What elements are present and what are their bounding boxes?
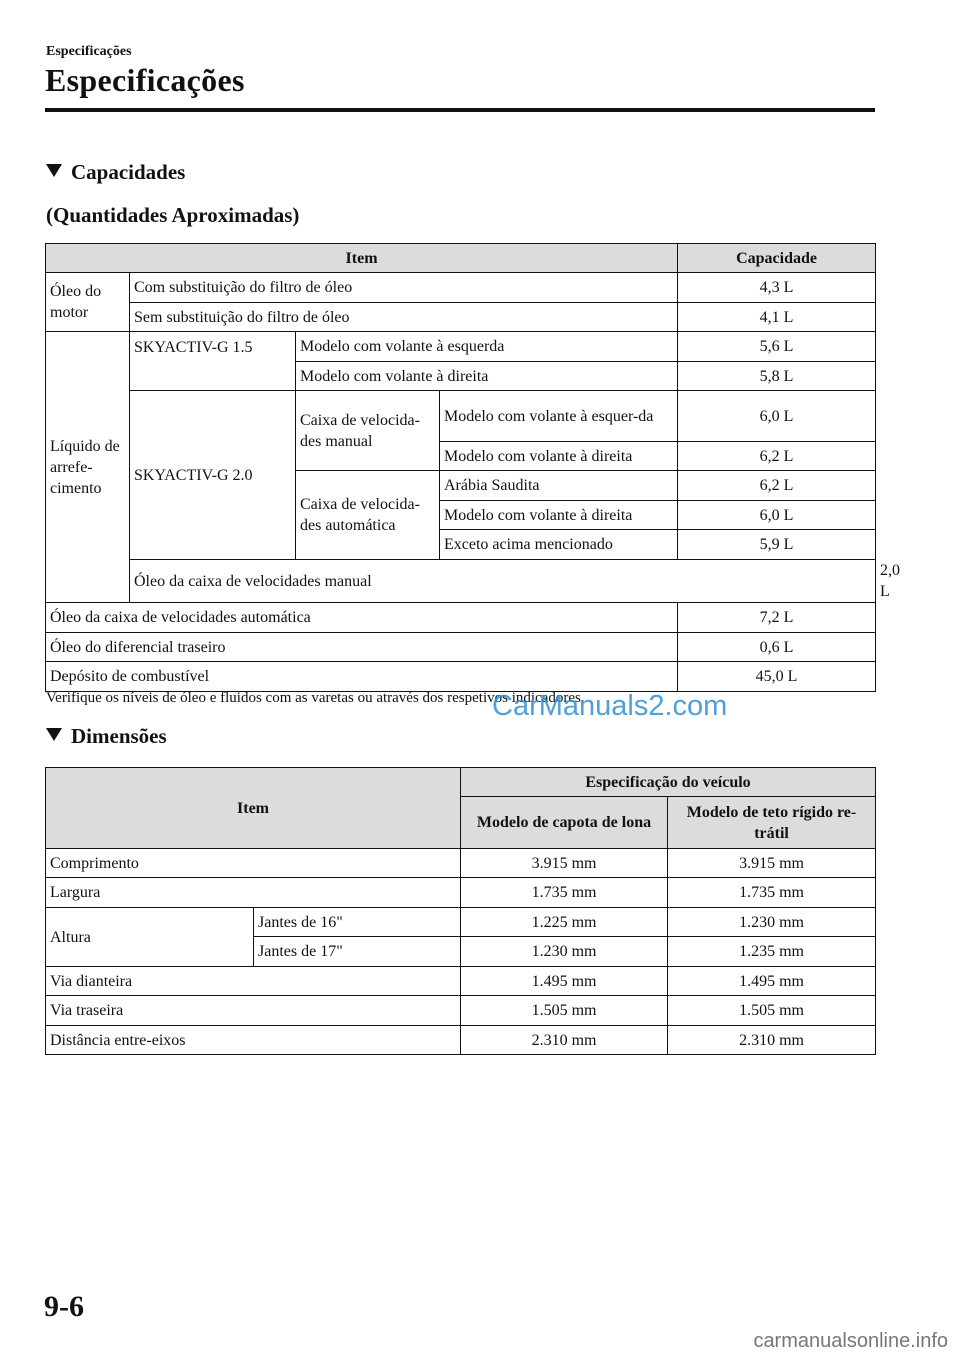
manual-left-label: Modelo com volante à esquer-da xyxy=(440,391,678,442)
table-row xyxy=(46,273,876,303)
g20-label: SKYACTIV-G 2.0 xyxy=(130,391,296,560)
title-rule xyxy=(45,108,875,112)
without-filter-value: 4,1 L xyxy=(678,303,876,332)
footer-site-text: carmanualsonline.info xyxy=(753,1330,948,1352)
table-row xyxy=(46,303,876,332)
table-row xyxy=(46,391,876,442)
col-header-spec: Especificação do veículo xyxy=(461,768,876,797)
auto-saudi-value: 6,2 L xyxy=(678,471,876,501)
soft-value: 1.225 mm xyxy=(461,908,668,937)
oil-check-note: Verifique os níveis de óleo e fluidos com as varetas ou através dos respetivos indicadores. xyxy=(46,690,585,706)
row-label: Distância entre-eixos xyxy=(46,1026,461,1055)
with-filter-label: Com substituição do filtro de óleo xyxy=(130,273,678,303)
soft-value: 1.505 mm xyxy=(461,996,668,1026)
fuel-label: Depósito de combustível xyxy=(46,662,678,692)
watermark-text: CarManuals2.com xyxy=(492,690,728,722)
table-header-row xyxy=(46,244,876,273)
hard-value: 1.235 mm xyxy=(668,937,876,967)
hard-value: 1.505 mm xyxy=(668,996,876,1026)
without-filter-label: Sem substituição do filtro de óleo xyxy=(130,303,678,332)
dimensions-table xyxy=(45,767,876,1055)
row-label: Largura xyxy=(46,878,461,908)
table-row xyxy=(46,633,876,662)
soft-value: 2.310 mm xyxy=(461,1026,668,1055)
auto-other-label: Exceto acima mencionado xyxy=(440,530,678,560)
running-head: Especificações xyxy=(46,44,132,59)
row-label: Comprimento xyxy=(46,849,461,878)
hard-value: 3.915 mm xyxy=(668,849,876,878)
diff-oil-label: Óleo do diferencial traseiro xyxy=(46,633,678,662)
col-header-item: Item xyxy=(46,768,461,849)
g15-label: SKYACTIV-G 1.5 xyxy=(130,332,296,391)
g15-right-value: 5,8 L xyxy=(678,362,876,391)
soft-value: 1.230 mm xyxy=(461,937,668,967)
page-number: 9-6 xyxy=(44,1290,84,1323)
with-filter-value: 4,3 L xyxy=(678,273,876,303)
table-row xyxy=(46,1026,876,1055)
engine-oil-label: Óleo do motor xyxy=(46,273,130,332)
soft-value: 1.735 mm xyxy=(461,878,668,908)
capacities-table xyxy=(45,243,901,692)
wheel17-label: Jantes de 17" xyxy=(254,937,461,967)
fuel-value: 45,0 L xyxy=(678,662,876,692)
capacities-subheading: (Quantidades Aproximadas) xyxy=(46,203,300,227)
manual-left-value: 6,0 L xyxy=(678,391,876,442)
auto-label: Caixa de velocida-des automática xyxy=(296,471,440,560)
hard-value: 1.230 mm xyxy=(668,908,876,937)
at-oil-value: 7,2 L xyxy=(678,603,876,633)
diff-oil-value: 0,6 L xyxy=(678,633,876,662)
table-row xyxy=(46,996,876,1026)
col-header-hard-top: Modelo de teto rígido re-trátil xyxy=(668,797,876,849)
wheel16-label: Jantes de 16" xyxy=(254,908,461,937)
manual-right-value: 6,2 L xyxy=(678,442,876,471)
soft-value: 1.495 mm xyxy=(461,967,668,996)
table-row xyxy=(46,849,876,878)
auto-saudi-label: Arábia Saudita xyxy=(440,471,678,501)
height-label: Altura xyxy=(46,908,254,967)
capacities-heading: Capacidades xyxy=(46,160,185,185)
soft-value: 3.915 mm xyxy=(461,849,668,878)
table-row: Óleo da caixa de velocidades manual 2,0 L xyxy=(46,560,876,603)
hard-value: 2.310 mm xyxy=(668,1026,876,1055)
g15-left-value: 5,6 L xyxy=(678,332,876,362)
table-header-row xyxy=(46,768,876,797)
at-oil-label: Óleo da caixa de velocidades automática xyxy=(46,603,678,633)
table-row xyxy=(46,603,876,633)
mt-oil-label: Óleo da caixa de velocidades manual xyxy=(130,560,876,603)
g15-left-label: Modelo com volante à esquerda xyxy=(296,332,678,362)
triangle-bullet-icon xyxy=(46,164,62,177)
col-header-capacity: Capacidade xyxy=(678,244,876,273)
dimensions-heading: Dimensões xyxy=(46,724,167,749)
g15-right-label: Modelo com volante à direita xyxy=(296,362,678,391)
page-title: Especificações xyxy=(45,62,245,98)
col-header-soft-top: Modelo de capota de lona xyxy=(461,797,668,849)
col-header-item: Item xyxy=(46,244,678,273)
manual-right-label: Modelo com volante à direita xyxy=(440,442,678,471)
table-row xyxy=(46,967,876,996)
hard-value: 1.495 mm xyxy=(668,967,876,996)
table-row xyxy=(46,332,876,362)
auto-other-value: 5,9 L xyxy=(678,530,876,560)
auto-right-label: Modelo com volante à direita xyxy=(440,501,678,530)
hard-value: 1.735 mm xyxy=(668,878,876,908)
table-row xyxy=(46,878,876,908)
triangle-bullet-icon xyxy=(46,728,62,741)
auto-right-value: 6,0 L xyxy=(678,501,876,530)
manual-label: Caixa de velocida-des manual xyxy=(296,391,440,471)
table-row xyxy=(46,908,876,937)
row-label: Via dianteira xyxy=(46,967,461,996)
row-label: Via traseira xyxy=(46,996,461,1026)
table-row xyxy=(46,662,876,692)
coolant-label: Líquido de arrefe-cimento xyxy=(46,332,130,603)
